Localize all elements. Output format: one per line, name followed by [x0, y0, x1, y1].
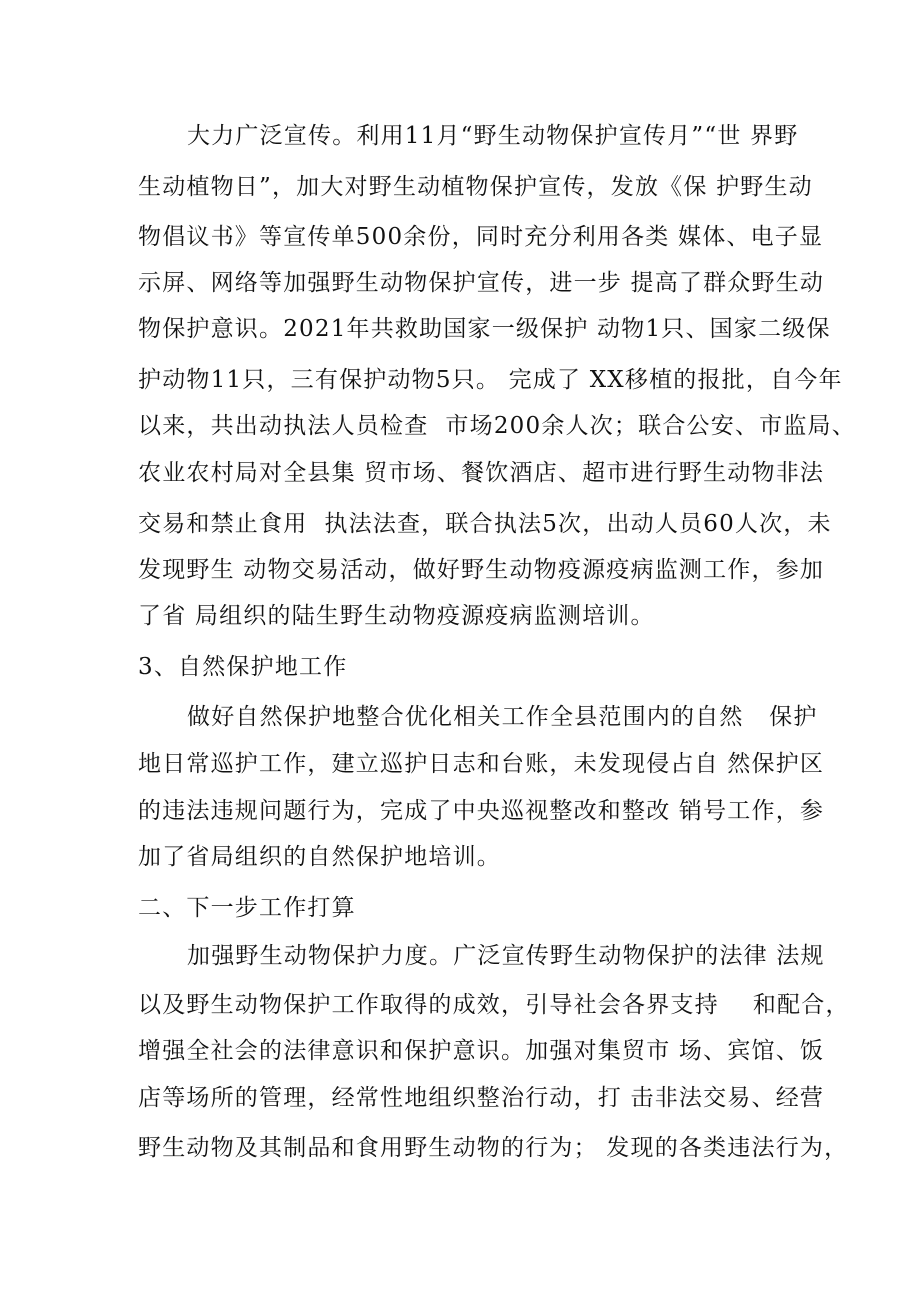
paragraph-line: 以来，共出动执法人员检查 市场200余人次；联合公安、市监局、 [138, 413, 856, 439]
paragraph-line: 店等场所的管理，经常性地组织整治行动，打 击非法交易、经营 [138, 1085, 825, 1111]
paragraph-line: 加强野生动物保护力度。广泛宣传野生动物保护的法律 法规 [187, 943, 825, 969]
paragraph-line: 以及野生动物保护工作取得的成效，引导社会各界支持 和配合， [138, 992, 850, 1018]
paragraph-line: 了省 局组织的陆生野生动物疫源疫病监测培训。 [138, 603, 655, 629]
paragraph-line: 物倡议书》等宣传单500余份，同时充分利用各类 媒体、电子显 [138, 224, 824, 250]
paragraph-line: 发现野生 动物交易活动，做好野生动物疫源疫病监测工作，参加 [138, 557, 825, 583]
section-heading: 二、下一步工作打算 [138, 895, 356, 921]
paragraph-line: 的违法违规问题行为，完成了中央巡视整改和整改 销号工作，参 [138, 798, 825, 824]
paragraph-line: 大力广泛宣传。利用11月“野生动物保护宣传月”“世 界野 [187, 123, 799, 149]
paragraph-line: 地日常巡护工作，建立巡护日志和台账，未发现侵占自 然保护区 [138, 751, 825, 777]
paragraph-line: 加了省局组织的自然保护地培训。 [138, 844, 501, 870]
paragraph-line: 做好自然保护地整合优化相关工作全县范围内的自然 保护 [187, 704, 818, 730]
paragraph-line: 增强全社会的法律意识和保护意识。加强对集贸市 场、宾馆、饭 [138, 1038, 825, 1064]
paragraph-line: 护动物11只，三有保护动物5只。 完成了 XX移植的报批，自今年 [138, 367, 843, 393]
paragraph-line: 野生动物及其制品和食用野生动物的行为； 发现的各类违法行为， [138, 1135, 849, 1161]
paragraph-line: 生动植物日”，加大对野生动植物保护宣传，发放《保 护野生动 [138, 174, 813, 200]
paragraph-line: 示屏、网络等加强野生动物保护宣传，进一步 提高了群众野生动 [138, 270, 825, 296]
paragraph-line: 农业农村局对全县集 贸市场、餐饮酒店、超市进行野生动物非法 [138, 460, 825, 486]
section-heading: 3、自然保护地工作 [138, 654, 348, 680]
paragraph-line: 物保护意识。2021年共救助国家一级保护 动物1只、国家二级保 [138, 316, 831, 342]
paragraph-line: 交易和禁止食用 执法法查，联合执法5次，出动人员60人次，未 [138, 511, 832, 537]
